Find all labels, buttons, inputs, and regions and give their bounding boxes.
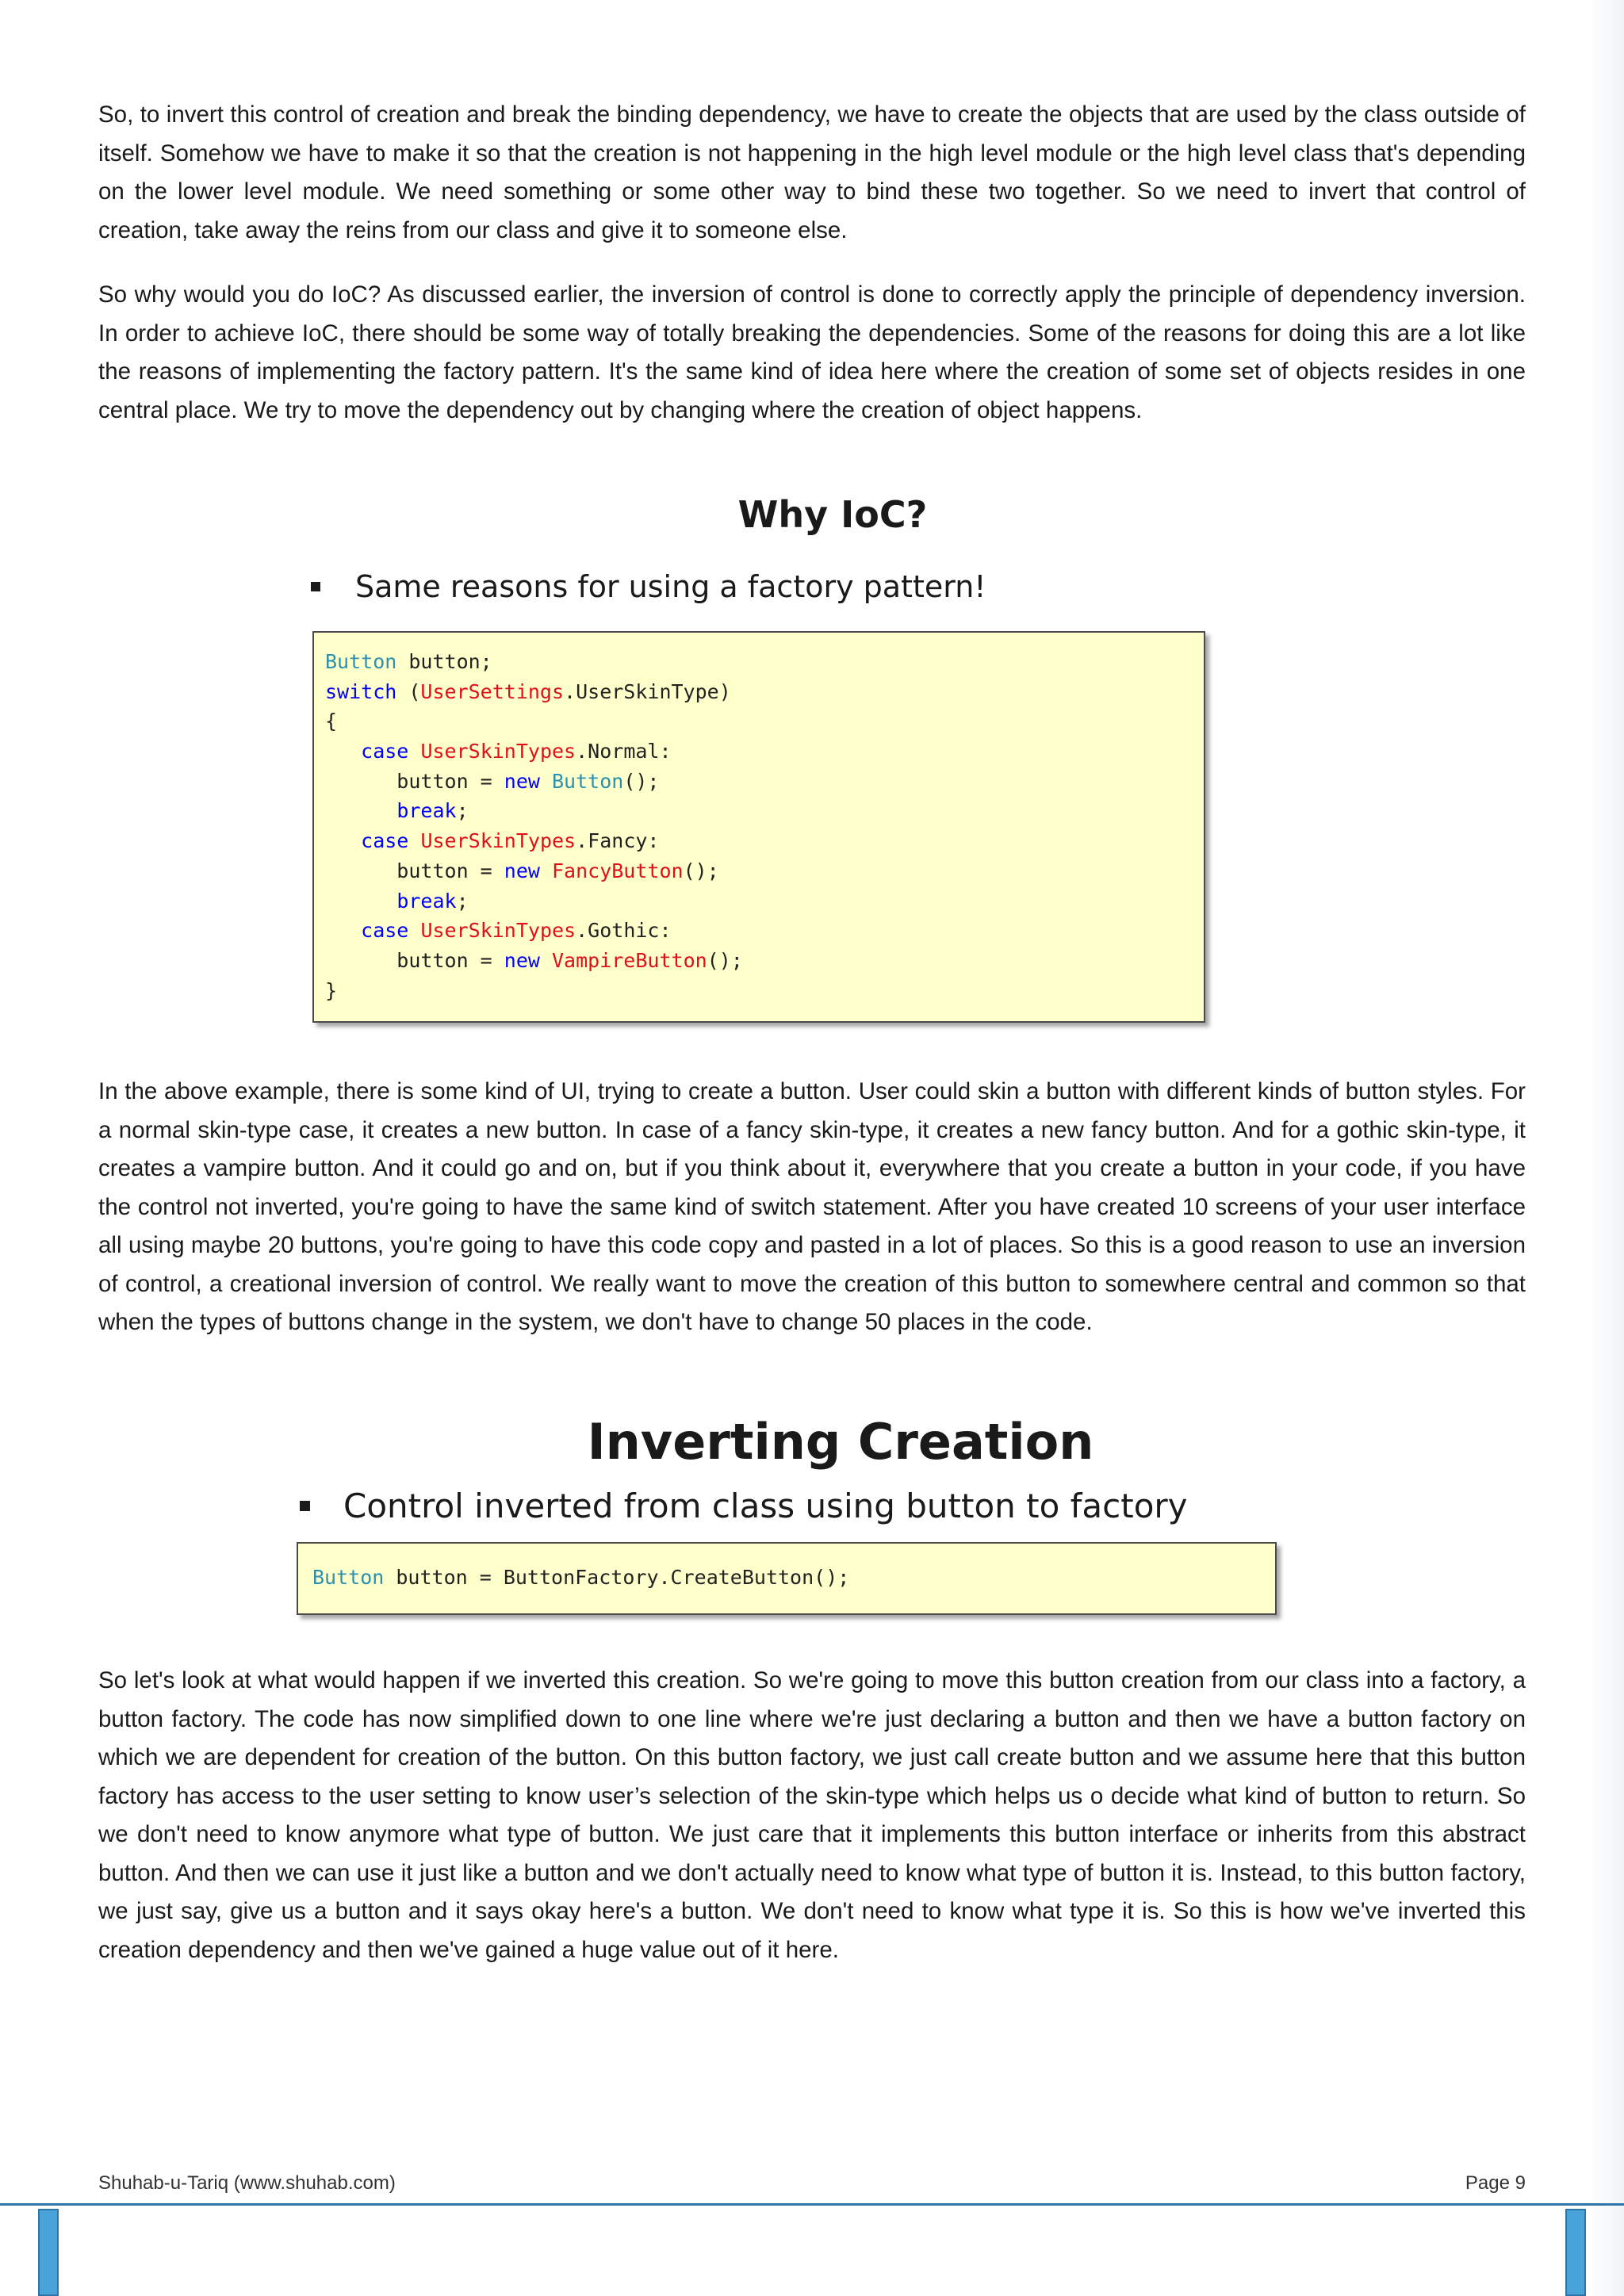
- code-line: break;: [396, 799, 469, 823]
- page-edge-shadow: [1586, 0, 1624, 2296]
- code-line: case UserSkinTypes.Normal:: [361, 740, 672, 763]
- paragraph-4: So let's look at what would happen if we inverted this creation. So we're going to move this button creation from our class into a factory, a button factory. The code has now simplified down to one line where we're just declaring a button and then we have a button factory on which we are dependent for creation of the button. On this button factory, we just call create button and we assume here that this button factory has access to the user setting to know user’s selection of the skin-type which helps us o decide what kind of button to return. So we don't need to know anymore what type of button. We just care that it implements this button interface or inherits from this abstract button. And then we can use it just like a button and we don't actually need to know what type of button it is. Instead, to this button factory, we just say, give us a button and it says okay here's a button. We don't need to know what type it is. So this is how we've inverted this creation dependency and then we've gained a huge value out of it here.: [98, 1667, 1526, 1963]
- code-line: case UserSkinTypes.Fancy:: [361, 829, 660, 853]
- slide-bullet: [311, 569, 986, 604]
- paragraph-1: So, to invert this control of creation and break the binding dependency, we have to create the objects that are used by the class outside of itself. Somehow we have to make it so that the creation is not happening in the high level module or the high level class that's depending on the lower level module. We need something or some other way to bind these two together. So we need to invert that control of creation, take away the reins from our class and give it to someone else.: [98, 101, 1526, 243]
- paragraph-2: So why would you do IoC? As discussed earlier, the inversion of control is done to correctly apply the principle of dependency inversion. In order to achieve IoC, there should be some way of totally breaking the dependencies. Some of the reasons for doing this are a lot like the reasons of implementing the factory pattern. It's the same kind of idea here where the creation of some set of objects resides in one central place. We try to move the dependency out by changing where the creation of object happens.: [98, 281, 1526, 423]
- code-line: button = new VampireButton();: [325, 948, 743, 972]
- paragraph-3: In the above example, there is some kind of UI, trying to create a button. User could skin a button with different kinds of button styles. For a normal skin-type case, it creates a new button. In case of a fancy skin-type, it creates a new fancy button. And for a gothic skin-type, it creates a vampire button. And it could go and on, but if you think about it, everywhere that you create a button in your code, if you have the control not inverted, you're going to have the same kind of switch statement. After you have created 10 screens of your user interface all using maybe 20 buttons, you're going to have this code copy and pasted in a lot of places. So this is a good reason to use an inversion of control, a creational inversion of control. We really want to move the creation of this button to somewhere central and common so that when the types of buttons change in the system, we don't have to change 50 places in the code.: [98, 1078, 1526, 1335]
- slide-bullet-text: Control inverted from class using button to factory: [343, 1487, 1188, 1525]
- code-snippet-factory: [297, 1542, 1277, 1615]
- bullet-square-icon: [311, 582, 320, 591]
- code-line: }: [325, 978, 338, 1002]
- slide-bullet: [300, 1487, 1188, 1525]
- footer-rule: [0, 2203, 1624, 2206]
- footer-author: Shuhab-u-Tariq (www.shuhab.com): [98, 2172, 396, 2194]
- code-line: button = new Button();: [325, 769, 660, 793]
- code-line: switch (UserSettings.UserSkinType): [325, 679, 731, 703]
- code-line: {: [325, 710, 338, 733]
- slide-title: Inverting Creation: [587, 1413, 1094, 1471]
- code-snippet-switch: [312, 631, 1205, 1023]
- code-line: Button button;: [325, 650, 492, 673]
- code-line: Button button = ButtonFactory.CreateButton();: [312, 1566, 850, 1589]
- code-line: button = new FancyButton();: [325, 859, 719, 882]
- slide-bullet-text: Same reasons for using a factory pattern!: [355, 569, 986, 604]
- footer-bar-right: [1565, 2209, 1586, 2296]
- footer-bar-left: [38, 2209, 59, 2296]
- slide-title: Why IoC?: [737, 493, 928, 536]
- footer-page-number: Page 9: [1465, 2172, 1526, 2194]
- code-line: break;: [396, 889, 469, 913]
- code-line: case UserSkinTypes.Gothic:: [361, 919, 672, 943]
- bullet-square-icon: [300, 1501, 310, 1511]
